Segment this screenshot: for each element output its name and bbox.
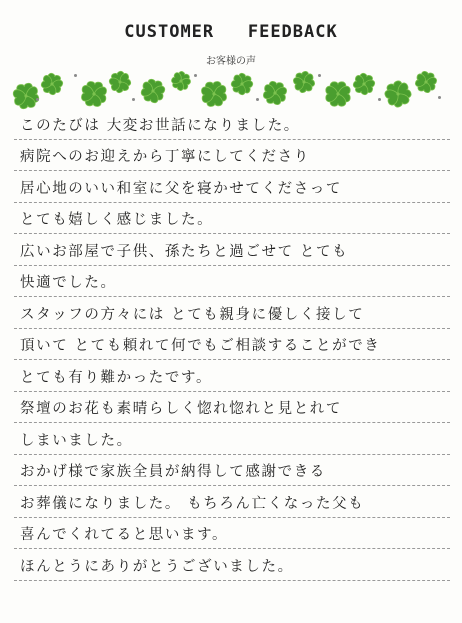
four-leaf-clover-icon bbox=[40, 72, 64, 96]
letter-line bbox=[14, 108, 450, 140]
letter-line-text: スタッフの方々には とても親身に優しく接して bbox=[20, 306, 365, 323]
letter-line bbox=[14, 297, 450, 329]
dot-ornament bbox=[194, 74, 197, 77]
four-leaf-clover-icon bbox=[262, 80, 288, 106]
letter-line-text: ほんとうにありがとうございました。 bbox=[20, 558, 294, 575]
letter-line-text: とても有り難かったです。 bbox=[20, 369, 213, 386]
letter-line bbox=[14, 266, 450, 298]
page-subtitle: お客様の声 bbox=[206, 56, 256, 67]
four-leaf-clover-icon bbox=[170, 70, 192, 92]
four-leaf-clover-icon bbox=[140, 78, 166, 104]
letter-line-text: 広いお部屋で子供、孫たちと過ごせて とても bbox=[20, 243, 349, 260]
letter-line-text: しまいました。 bbox=[20, 432, 133, 449]
letter-line-text: おかげ様で家族全員が納得して感謝できる bbox=[20, 464, 326, 480]
letter-line bbox=[14, 549, 450, 581]
letter-line bbox=[14, 329, 450, 361]
handwritten-letter bbox=[14, 108, 450, 581]
four-leaf-clover-icon bbox=[200, 80, 228, 108]
four-leaf-clover-icon bbox=[230, 72, 254, 96]
four-leaf-clover-icon bbox=[12, 82, 40, 110]
letter-line-text: 病院へのお迎えから丁寧にしてくださり bbox=[20, 149, 310, 165]
four-leaf-clover-icon bbox=[292, 70, 316, 94]
letter-line bbox=[14, 234, 450, 266]
letter-line-text: 祭壇のお花も素晴らしく惚れ惚れと見とれて bbox=[20, 401, 342, 417]
letter-line bbox=[14, 203, 450, 235]
letter-line-text: このたびは 大変お世話になりました。 bbox=[20, 117, 300, 134]
dot-ornament bbox=[74, 74, 77, 77]
four-leaf-clover-icon bbox=[352, 72, 376, 96]
four-leaf-clover-icon bbox=[414, 70, 438, 94]
letter-line-text: 快適でした。 bbox=[20, 275, 117, 291]
dot-ornament bbox=[318, 74, 321, 77]
letter-line-text: 居心地のいい和室に父を寝かせてくださって bbox=[20, 180, 342, 197]
four-leaf-clover-icon bbox=[324, 80, 352, 108]
letter-line bbox=[14, 455, 450, 487]
letter-line-text: 頂いて とても頼れて何でもご相談することができ bbox=[20, 338, 381, 354]
dot-ornament bbox=[378, 98, 381, 101]
letter-line bbox=[14, 171, 450, 203]
dot-ornament bbox=[36, 98, 39, 101]
letter-line bbox=[14, 140, 450, 172]
letter-line bbox=[14, 518, 450, 550]
four-leaf-clover-icon bbox=[80, 80, 108, 108]
letter-line bbox=[14, 360, 450, 392]
letter-line-text: とても嬉しく感じました。 bbox=[20, 212, 214, 228]
letter-line bbox=[14, 392, 450, 424]
dot-ornament bbox=[438, 96, 441, 99]
page-title: CUSTOMER FEEDBACK bbox=[124, 22, 338, 42]
letter-line bbox=[14, 486, 450, 518]
letter-line-text: 喜んでくれてると思います。 bbox=[20, 527, 229, 543]
letter-line-text: お葬儀になりました。 もちろん亡くなった父も bbox=[20, 495, 365, 512]
dot-ornament bbox=[256, 98, 259, 101]
letter-line bbox=[14, 423, 450, 455]
four-leaf-clover-icon bbox=[108, 70, 132, 94]
clover-decoration-row bbox=[12, 68, 452, 110]
dot-ornament bbox=[132, 98, 135, 101]
four-leaf-clover-icon bbox=[384, 80, 412, 108]
